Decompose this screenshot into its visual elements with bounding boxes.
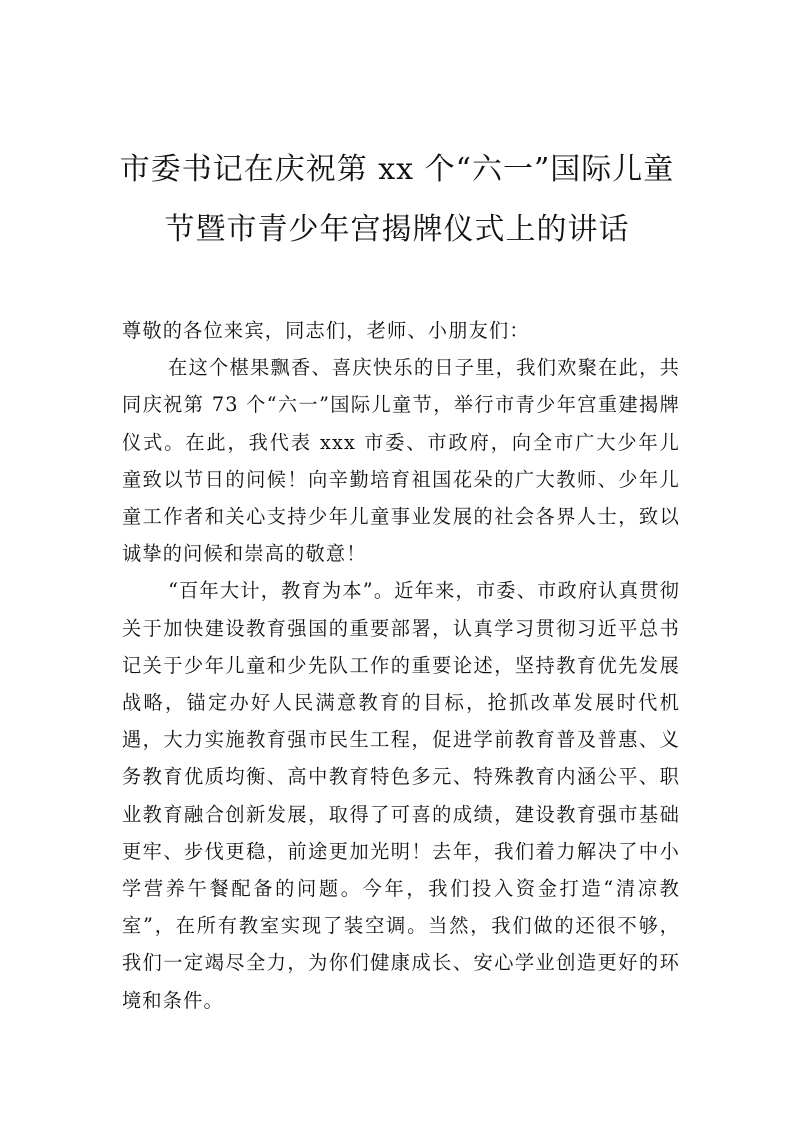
paragraph-1: 在这个椹果飘香、喜庆快乐的日子里，我们欢聚在此，共同庆祝第 73 个“六一”国际儿童节，举行市青少年宫重建揭牌仪式。在此，我代表 xxx 市委、市政府，向全市广大少年儿童致以节日的问候！向辛勤培育祖国花朵的广大教师、少年儿童工作者和关心支持少年儿童事业发展的社会各界人士，致以诚挚的问候和崇高的敬意！ [122, 356, 680, 566]
title-line-2: 节暨市青少年宫揭牌仪式上的讲话 [164, 212, 630, 247]
speech-body [122, 312, 680, 1019]
salutation: 尊敬的各位来宾，同志们，老师、小朋友们： [122, 319, 530, 342]
title-line-1: 市委书记在庆祝第 xx 个“六一”国际儿童 [119, 152, 675, 187]
paragraph-2: “百年大计，教育为本”。近年来，市委、市政府认真贯彻关于加快建设教育强国的重要部署，认真学习贯彻习近平总书记关于少年儿童和少先队工作的重要论述，坚持教育优先发展战略，锚定办好人民满意教育的目标，抢抓改革发展时代机遇，大力实施教育强市民生工程，促进学前教育普及普惠、义务教育优质均衡、高中教育特色多元、特殊教育内涵公平、职业教育融合创新发展，取得了可喜的成绩，建设教育强市基础更牢、步伐更稳，前途更加光明！去年，我们着力解决了中小学营养午餐配备的问题。今年，我们投入资金打造“清凉教室”，在所有教室实现了装空调。当然，我们做的还很不够，我们一定竭尽全力，为你们健康成长、安心学业创造更好的环境和条件。 [122, 579, 680, 1012]
